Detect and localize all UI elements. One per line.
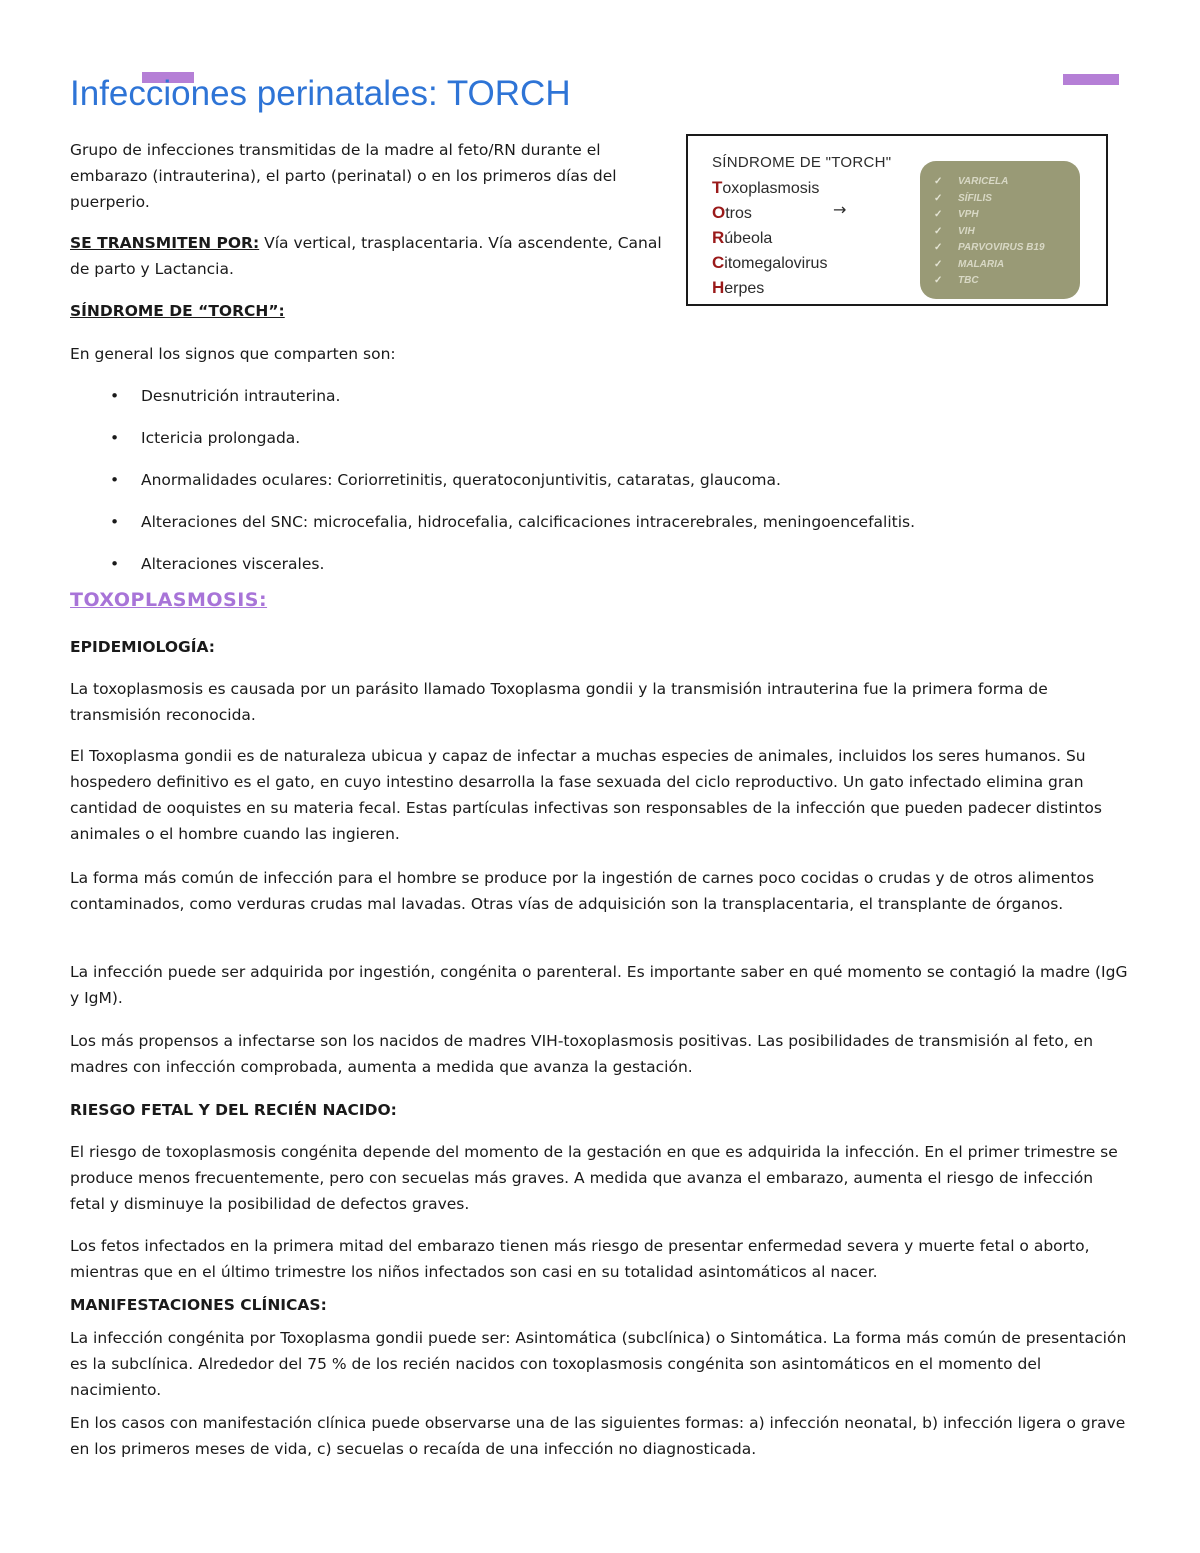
figure-title: SÍNDROME DE "TORCH" — [712, 154, 892, 171]
acronym-item: Citomegalovirus — [712, 253, 828, 272]
arrow-right-icon: → — [833, 200, 847, 219]
signs-list — [110, 383, 915, 593]
paragraph: La toxoplasmosis es causada por un parásito llamado Toxoplasma gondii y la transmisión intrauterina fue la primera forma de transmisión reconocida. — [70, 680, 1048, 724]
paragraph: La infección puede ser adquirida por ingestión, congénita o parenteral. Es importante saber en qué momento se contagió la madre (IgG y IgM). — [70, 963, 1128, 1007]
check-icon: ✓ — [934, 275, 943, 286]
paragraph: Los más propensos a infectarse son los nacidos de madres VIH-toxoplasmosis positivas. Las posibilidades de transmisión al feto, en madres con infección comprobada, aumenta a medida que avanza la gestación. — [70, 1032, 1094, 1076]
riesgo-heading: RIESGO FETAL Y DEL RECIÉN NACIDO: — [70, 1101, 397, 1119]
list-item: ✓ TBC — [934, 273, 1045, 290]
intro-paragraph: Grupo de infecciones transmitidas de la madre al feto/RN durante el embarazo (intrauterina), el parto (perinatal) o en los primeros días del puerperio. — [70, 141, 617, 211]
torch-acronym-list — [712, 176, 827, 301]
list-item: ✓ VIH — [934, 224, 1045, 241]
acronym-item: Herpes — [712, 278, 765, 297]
decorative-bar-right — [1063, 74, 1119, 85]
bullet-icon: • — [110, 387, 120, 405]
list-item: • Anormalidades oculares: Coriorretinitis, queratoconjuntivitis, cataratas, glaucoma. — [110, 467, 915, 509]
paragraph: En los casos con manifestación clínica puede observarse una de las siguientes formas: a) infección neonatal, b) infección ligera o grave en los primeros meses de vida, c) secuelas o recaída de una infección no diagnosticada. — [70, 1414, 1126, 1458]
acronym-item: Rúbeola — [712, 228, 773, 247]
transmission-text: Vía vertical, trasplacentaria. Vía ascendente, Canal de parto y Lactancia. — [70, 234, 662, 278]
check-icon: ✓ — [934, 258, 943, 270]
check-icon: ✓ — [934, 225, 943, 237]
check-icon: ✓ — [934, 242, 943, 253]
list-item: • Ictericia prolongada. — [110, 425, 915, 467]
epidemiologia-heading: EPIDEMIOLOGÍA: — [70, 638, 216, 656]
bullet-icon: • — [110, 555, 120, 573]
list-item: ✓ SÍFILIS — [934, 191, 1045, 208]
check-icon: ✓ — [934, 176, 943, 187]
bullet-icon: • — [110, 471, 120, 489]
torch-figure — [686, 134, 1108, 306]
list-item: • Alteraciones del SNC: microcefalia, hidrocefalia, calcificaciones intracerebrales, meningoencefalitis. — [110, 509, 915, 551]
toxoplasmosis-heading: TOXOPLASMOSIS: — [70, 589, 268, 611]
transmission-label: SE TRANSMITEN POR: — [70, 234, 260, 252]
list-item: • Desnutrición intrauterina. — [110, 383, 915, 425]
check-icon: ✓ — [934, 209, 943, 220]
page-title: Infecciones perinatales: TORCH — [70, 74, 571, 113]
bullet-icon: • — [110, 429, 120, 447]
transmission-paragraph — [70, 230, 675, 282]
general-signs-intro: En general los signos que comparten son: — [70, 345, 396, 363]
paragraph: El Toxoplasma gondii es de naturaleza ubicua y capaz de infectar a muchas especies de animales, incluidos los seres humanos. Su hospedero definitivo es el gato, en cuyo intestino desarrolla la fase sexuada del ciclo reproductivo. Un gato infectado elimina gran cantidad de ooquistes en su materia fecal. Estas partículas infectivas son responsables de la infección que pueden padecer distintos animales o el hombre cuando las ingieren. — [70, 747, 1102, 843]
paragraph: La forma más común de infección para el hombre se produce por la ingestión de carnes poco cocidas o crudas y de otros alimentos contaminados, como verduras crudas mal lavadas. Otras vías de adquisición son la transplacentaria, el transplante de órganos. — [70, 869, 1095, 913]
manifestaciones-heading: MANIFESTACIONES CLÍNICAS: — [70, 1296, 327, 1314]
list-item: ✓ VARICELA — [934, 174, 1045, 191]
acronym-item: Otros — [712, 203, 752, 222]
other-infections-list — [934, 174, 1045, 290]
list-item: ✓ VPH — [934, 207, 1045, 224]
other-infections-box — [920, 161, 1080, 299]
acronym-item: Toxoplasmosis — [712, 178, 820, 197]
check-icon: ✓ — [934, 192, 943, 204]
list-item: ✓ PARVOVIRUS B19 — [934, 240, 1045, 257]
sindrome-heading: SÍNDROME DE “TORCH”: — [70, 302, 285, 320]
paragraph: Los fetos infectados en la primera mitad del embarazo tienen más riesgo de presentar enfermedad severa y muerte fetal o aborto, mientras que en el último trimestre los niños infectados son casi en su totalidad asintomáticos al nacer. — [70, 1237, 1090, 1281]
paragraph: El riesgo de toxoplasmosis congénita depende del momento de la gestación en que es adquirida la infección. En el primer trimestre se produce menos frecuentemente, pero con secuelas más graves. A medida que avanza el embarazo, aumenta el riesgo de infección fetal y disminuye la posibilidad de defectos graves. — [70, 1143, 1118, 1213]
paragraph: La infección congénita por Toxoplasma gondii puede ser: Asintomática (subclínica) o Sintomática. La forma más común de presentación es la subclínica. Alrededor del 75 % de los recién nacidos con toxoplasmosis congénita son asintomáticos en el momento del nacimiento. — [70, 1329, 1127, 1399]
bullet-icon: • — [110, 513, 120, 531]
list-item: • Alteraciones viscerales. — [110, 551, 915, 593]
list-item: ✓ MALARIA — [934, 257, 1045, 274]
